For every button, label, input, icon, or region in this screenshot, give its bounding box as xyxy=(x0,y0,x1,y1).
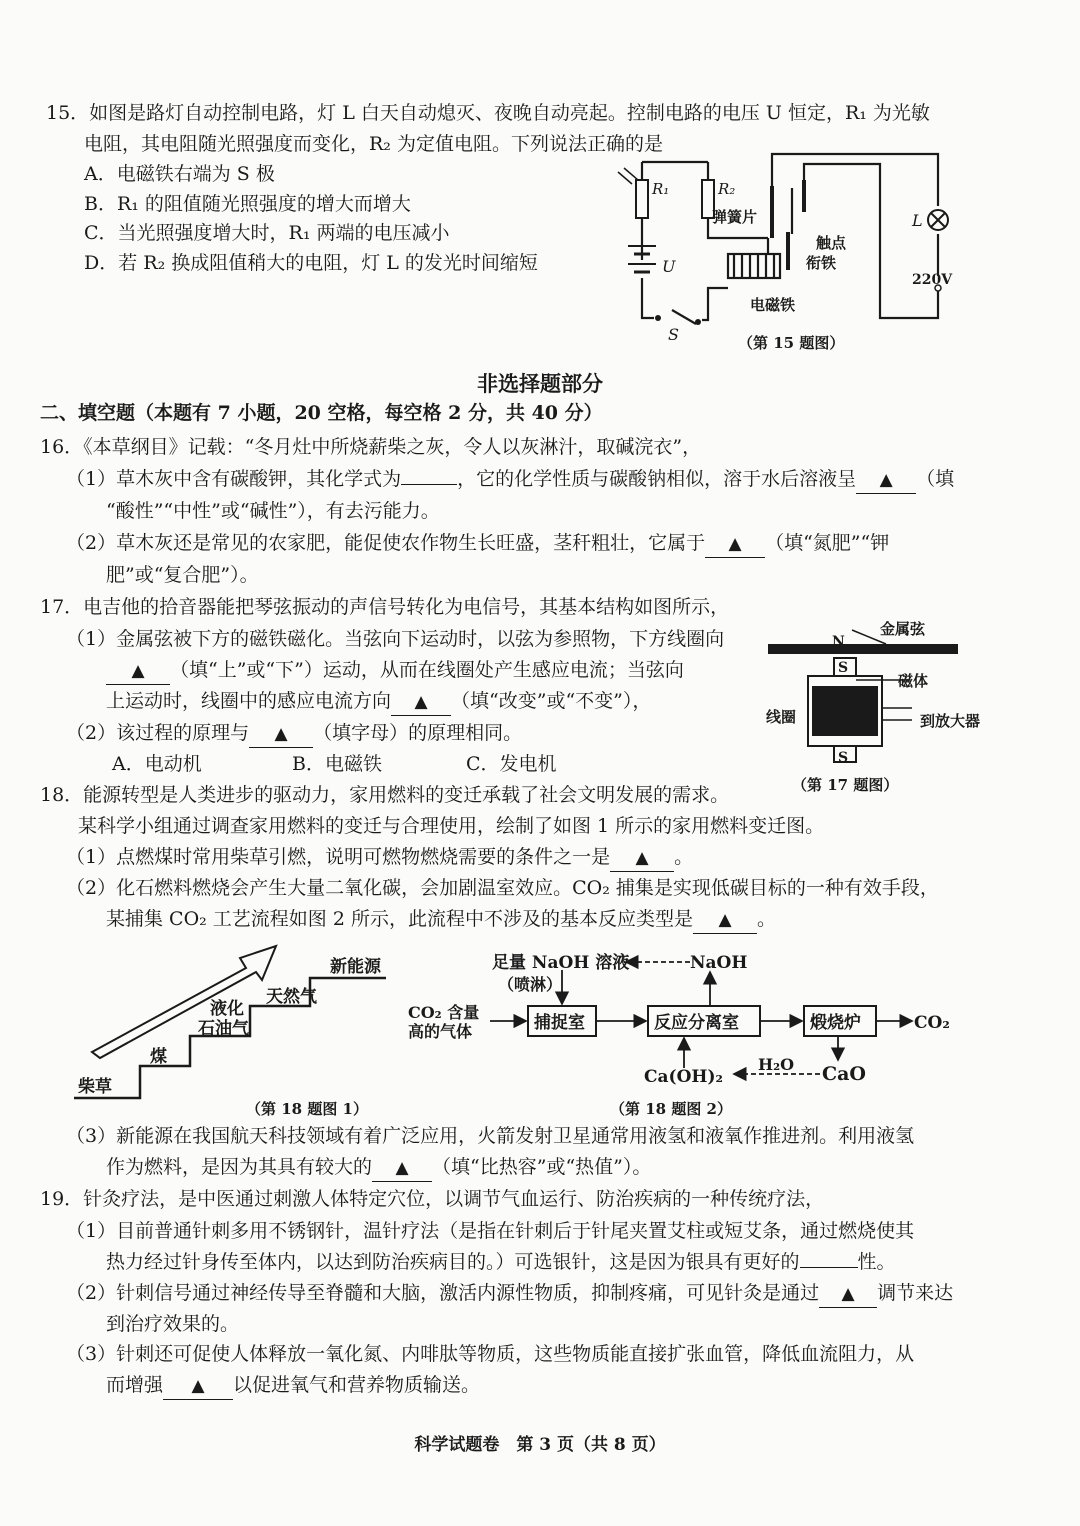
label-s-pole-bottom: S xyxy=(838,750,849,766)
step-natural-gas: 天然气 xyxy=(266,987,317,1007)
answer-blank[interactable] xyxy=(401,484,457,485)
q18-part3-line1: （3）新能源在我国航天科技领域有着广泛应用，火箭发射卫星通常用液氢和液氧作推进剂。利用液氢 xyxy=(66,1125,915,1147)
box-reaction-separation: 反应分离室 xyxy=(654,1013,739,1033)
label-caoh2: Ca(OH)₂ xyxy=(644,1067,723,1087)
q18-figure2-process-flow xyxy=(404,940,964,1120)
q16-part2-line2: 肥”或“复合肥”）。 xyxy=(106,564,259,586)
label-electromagnet: 电磁铁 xyxy=(750,296,796,314)
label-gas-line2: 高的气体 xyxy=(408,1022,473,1041)
answer-blank[interactable]: ▲ xyxy=(163,1373,233,1400)
answer-blank[interactable]: ▲ xyxy=(610,845,674,872)
label-220v: 220V xyxy=(912,272,953,288)
answer-blank[interactable]: ▲ xyxy=(372,1155,432,1182)
q19-part1-line1: （1）目前普通针刺多用不锈钢针，温针疗法（是指在针刺后于针尾夹置艾柱或短艾条，通过燃烧使其 xyxy=(66,1220,915,1242)
q18-part2-line1: （2）化石燃料燃烧会产生大量二氧化碳，会加剧温室效应。CO₂ 捕集是实现低碳目标的一种有效手段， xyxy=(66,877,939,899)
q17-part1-line3: 上运动时，线圈中的感应电流方向 ▲ （填“改变”或“不变”）， xyxy=(106,688,651,716)
q17-figure-caption: （第 17 题图） xyxy=(792,776,899,794)
answer-blank[interactable]: ▲ xyxy=(856,467,916,494)
step-new-energy: 新能源 xyxy=(330,957,381,977)
step-coal: 煤 xyxy=(150,1047,167,1067)
q19-part1-line2: 热力经过针身传至体内，以达到防治疾病目的。）可选银针，这是因为银具有更好的 性。 xyxy=(106,1251,896,1273)
label-metal-string: 金属弦 xyxy=(880,620,926,638)
answer-blank[interactable] xyxy=(800,1267,858,1268)
q18-stem-line1: 18．能源转型是人类进步的驱动力，家用燃料的变迁承载了社会文明发展的需求。 xyxy=(40,784,730,806)
q17-part2: （2）该过程的原理与 ▲ （填字母）的原理相同。 xyxy=(66,720,522,748)
answer-blank[interactable]: ▲ xyxy=(705,531,765,558)
q19-stem: 19．针灸疗法，是中医通过刺激人体特定穴位，以调节气血运行、防治疾病的一种传统疗法， xyxy=(40,1188,825,1210)
box-capture-chamber: 捕捉室 xyxy=(534,1013,585,1033)
answer-blank[interactable]: ▲ xyxy=(391,689,451,716)
q18-part1: （1）点燃煤时常用柴草引燃，说明可燃物燃烧需要的条件之一是 ▲ 。 xyxy=(66,844,693,872)
q18-stem-line2: 某科学小组通过调查家用燃料的变迁与合理使用，绘制了如图 1 所示的家用燃料变迁图。 xyxy=(78,815,825,837)
q17-option-c: C．发电机 xyxy=(466,753,557,775)
box-calciner: 煅烧炉 xyxy=(810,1013,861,1033)
answer-blank[interactable]: ▲ xyxy=(819,1281,877,1308)
answer-blank[interactable]: ▲ xyxy=(106,658,170,685)
label-lamp: L xyxy=(912,211,923,230)
q16-part1-line1: （1）草木灰中含有碳酸钾，其化学式为 ，它的化学性质与碳酸钠相似，溶于水后溶液呈 ▲ （填 xyxy=(66,466,954,494)
label-spring: 弹簧片 xyxy=(712,208,758,226)
q17-part1-line2: ▲ （填“上”或“下”）运动，从而在线圈处产生感应电流；当弦向 xyxy=(106,657,684,685)
label-to-amplifier: 到放大器 xyxy=(920,712,981,730)
page-footer: 科学试题卷 第 3 页（共 8 页） xyxy=(414,1435,666,1455)
label-n-pole: N xyxy=(832,634,845,650)
q15-stem-line1: 15．如图是路灯自动控制电路，灯 L 白天自动熄灭、夜晚自动亮起。控制电路的电压 U 恒定，R₁ 为光敏 xyxy=(46,102,930,124)
label-r1: R₁ xyxy=(652,180,670,198)
q19-part2-line2: 到治疗效果的。 xyxy=(106,1313,240,1335)
q17-option-b: B．电磁铁 xyxy=(292,753,382,775)
q15-option-a: A．电磁铁右端为 S 极 xyxy=(84,163,275,185)
step-lpg: 石油气 xyxy=(198,1019,249,1039)
answer-blank[interactable]: ▲ xyxy=(249,721,313,748)
q18-figure2-caption: （第 18 题图 2） xyxy=(610,1100,732,1118)
q17-option-a: A．电动机 xyxy=(112,753,202,775)
q16-part1-line2: “酸性”“中性”或“碱性”），有去污能力。 xyxy=(106,500,440,522)
q15-stem-line2: 电阻，其电阻随光照强度而变化，R₂ 为定值电阻。下列说法正确的是 xyxy=(84,133,663,155)
q15-figure-caption: （第 15 题图） xyxy=(738,334,845,352)
label-spray: （喷淋） xyxy=(498,975,563,994)
answer-blank[interactable]: ▲ xyxy=(693,907,757,934)
q17-pickup-diagram xyxy=(760,612,1000,802)
q19-part2-line1: （2）针刺信号通过神经传导至脊髓和大脑，激活内源性物质，抑制疼痛，可见针灸是通过 ▲ 调节来达 xyxy=(66,1280,953,1308)
q15-option-d: D．若 R₂ 换成阻值稍大的电阻，灯 L 的发光时间缩短 xyxy=(84,252,538,274)
q15-option-c: C．当光照强度增大时，R₁ 两端的电压减小 xyxy=(84,222,450,244)
section-subtitle: 二、填空题（本题有 7 小题，20 空格，每空格 2 分，共 40 分） xyxy=(40,402,603,424)
q16-part2-line1: （2）草木灰还是常见的农家肥，能促使农作物生长旺盛，茎秆粗壮，它属于 ▲ （填“氮肥”“钾 xyxy=(66,530,889,558)
q15-circuit-diagram xyxy=(610,150,970,360)
q16-stem: 16．《本草纲目》记载：“冬月灶中所烧薪柴之灰，令人以灰淋汁，取碱浣衣”， xyxy=(40,436,702,458)
step-liquefied: 液化 xyxy=(210,999,244,1019)
section-title: 非选择题部分 xyxy=(477,371,603,396)
label-magnet: 磁体 xyxy=(898,672,929,690)
q15-option-b: B．R₁ 的阻值随光照强度的增大而增大 xyxy=(84,193,411,215)
label-coil: 线圈 xyxy=(766,708,797,726)
label-s: S xyxy=(668,325,679,344)
q19-part3-line2: 而增强 ▲ 以促进氧气和营养物质输送。 xyxy=(106,1372,480,1400)
label-naoh: NaOH xyxy=(690,953,748,973)
label-s-pole-top: S xyxy=(838,660,849,676)
q17-stem: 17．电吉他的拾音器能把琴弦振动的声信号转化为电信号，其基本结构如图所示， xyxy=(40,596,730,618)
q18-figure1-caption: （第 18 题图 1） xyxy=(246,1100,368,1118)
step-firewood: 柴草 xyxy=(78,1077,112,1097)
label-gas-line1: CO₂ 含量 xyxy=(408,1003,480,1022)
label-cao: CaO xyxy=(822,1063,866,1085)
label-co2-out: CO₂ xyxy=(914,1013,950,1033)
label-h2o: H₂O xyxy=(758,1055,795,1074)
label-contact: 触点 xyxy=(816,234,847,252)
label-naoh-solution: 足量 NaOH 溶液 xyxy=(492,953,630,973)
q18-part2-line2: 某捕集 CO₂ 工艺流程如图 2 所示，此流程中不涉及的基本反应类型是 ▲ 。 xyxy=(106,906,776,934)
label-armature: 衔铁 xyxy=(806,254,837,272)
q18-part3-line2: 作为燃料，是因为其具有较大的 ▲ （填“比热容”或“热值”）。 xyxy=(106,1154,651,1182)
label-r2: R₂ xyxy=(718,180,736,198)
label-u: U xyxy=(662,257,676,276)
q19-part3-line1: （3）针刺还可促使人体释放一氧化氮、内啡肽等物质，这些物质能直接扩张血管，降低血流阻力，从 xyxy=(66,1343,915,1365)
q17-part1-line1: （1）金属弦被下方的磁铁磁化。当弦向下运动时，以弦为参照物，下方线圈向 xyxy=(66,628,725,650)
q18-figure1-fuel-stairs xyxy=(70,940,400,1120)
